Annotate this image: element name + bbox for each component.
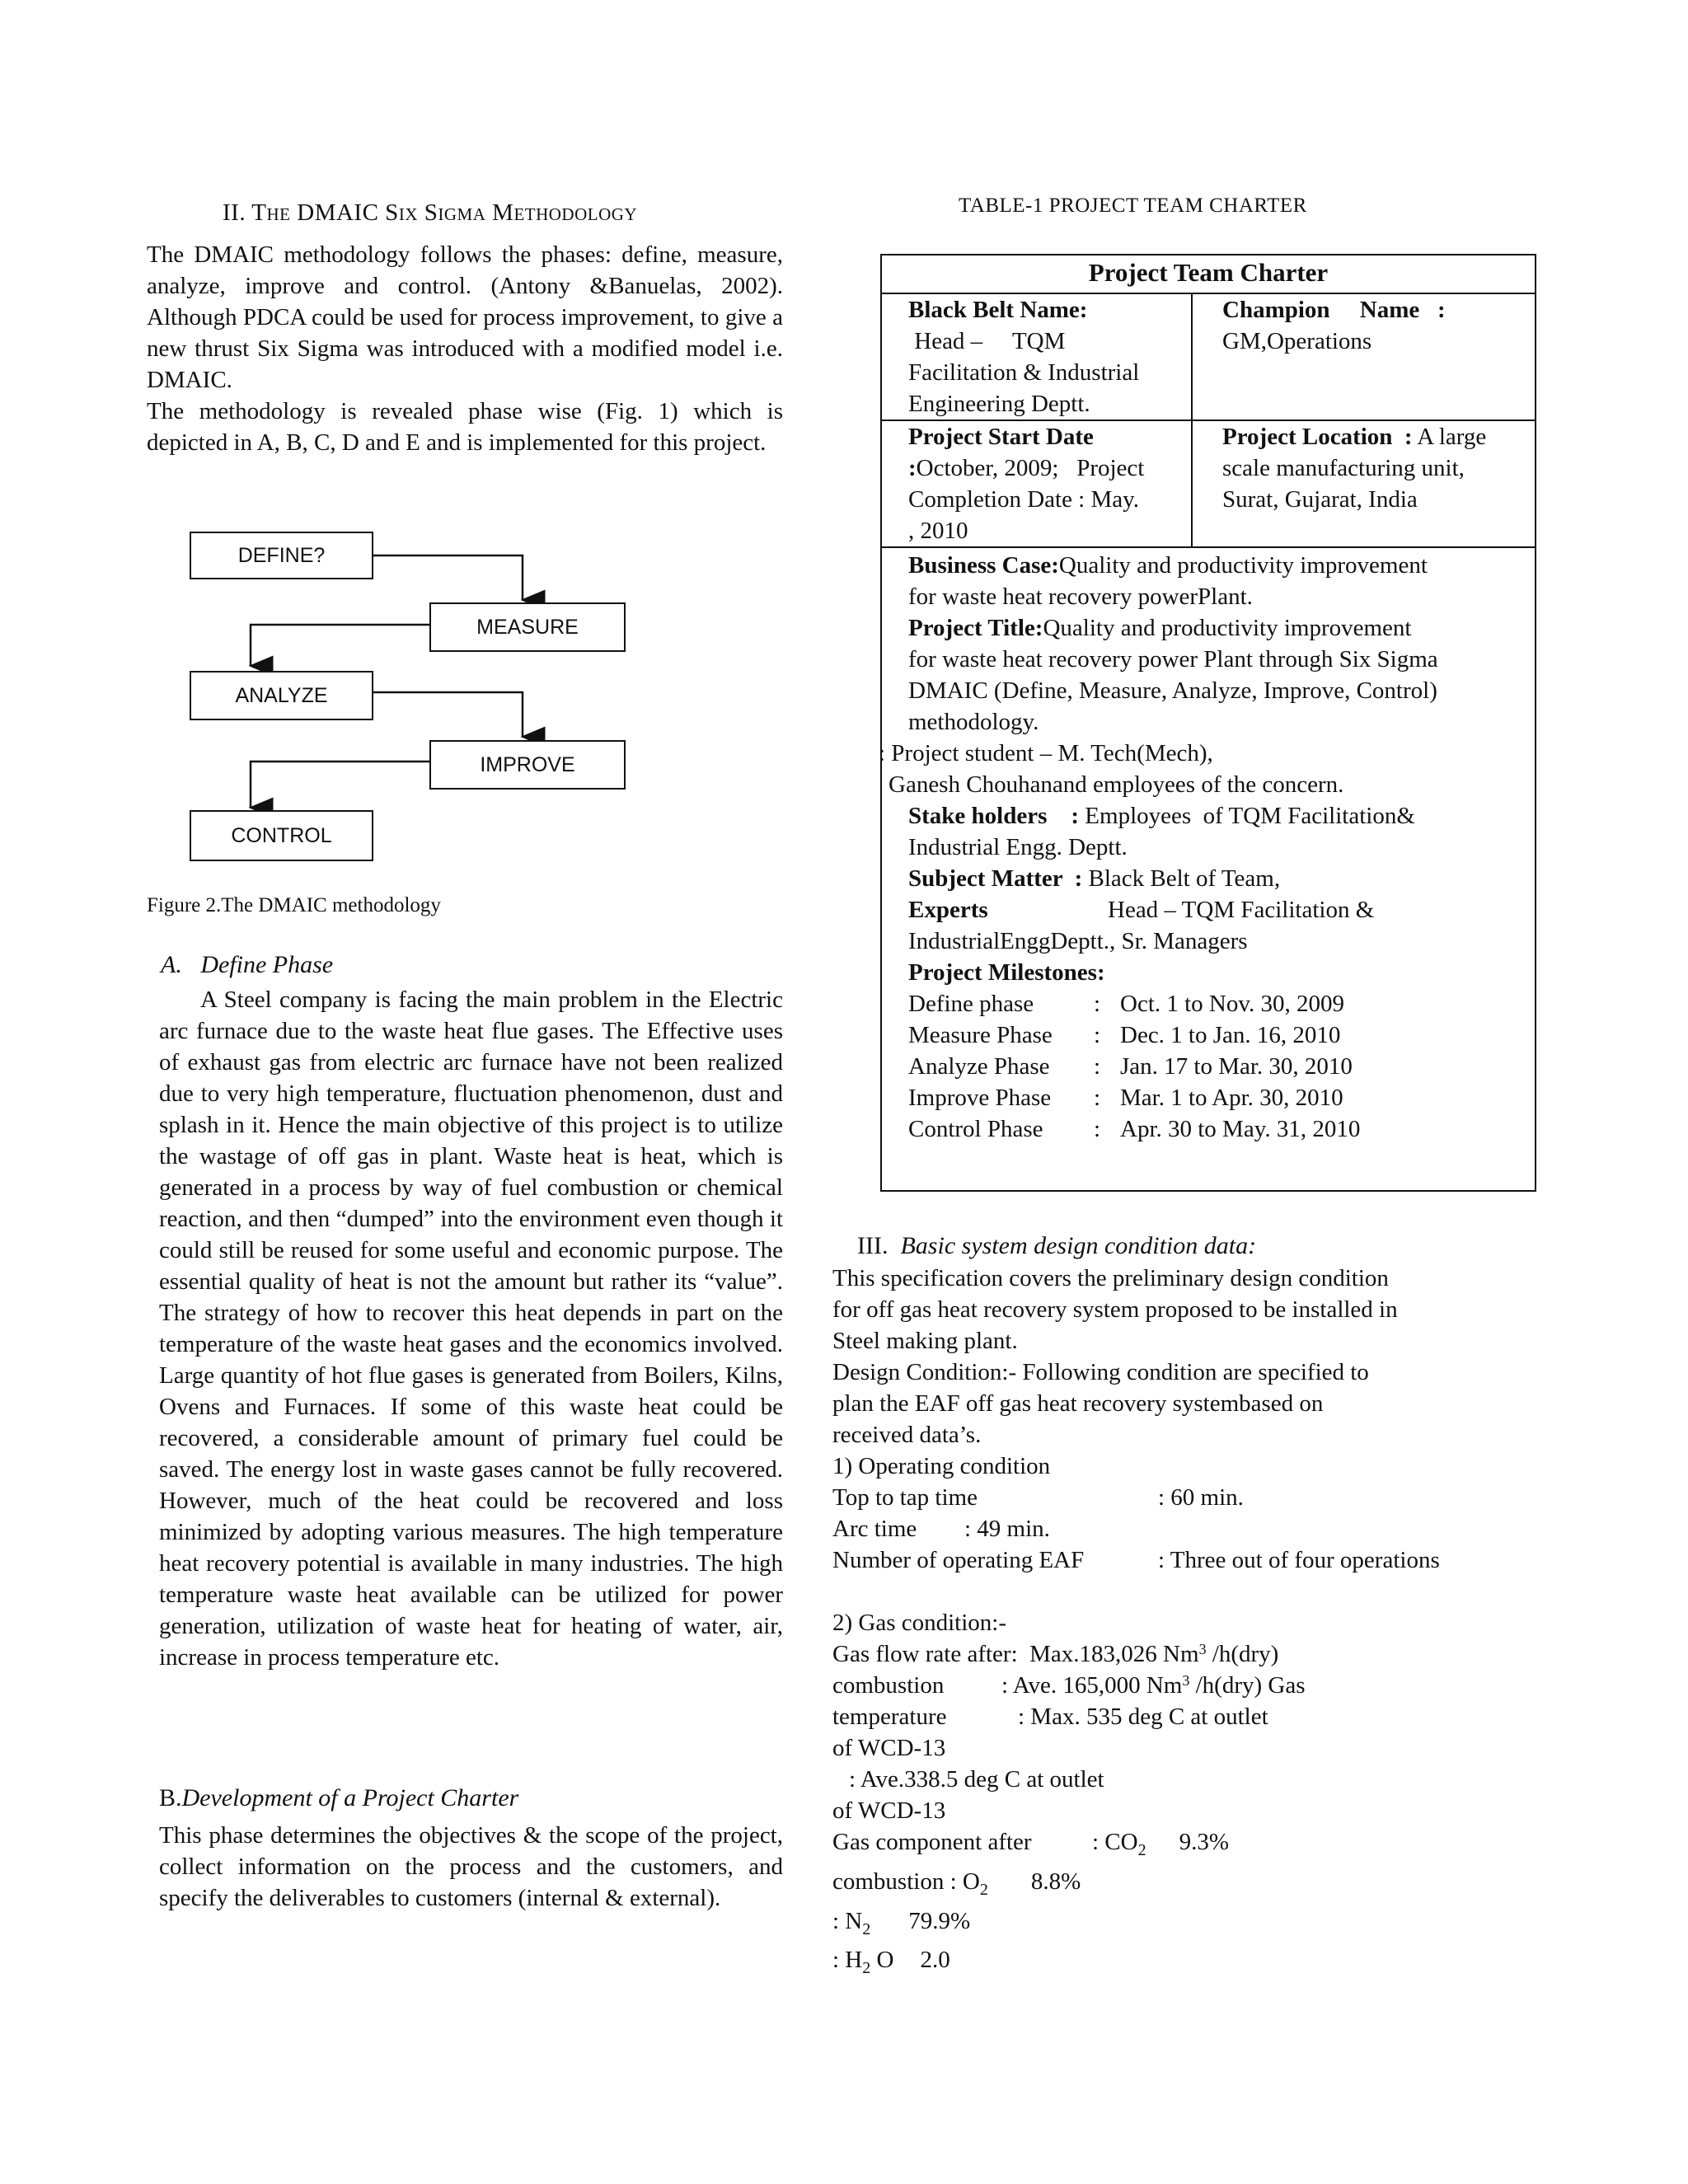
- flow-row: Gas flow rate after: Max.183,026 Nm$^3$ /h(dry): [832, 1641, 1279, 1667]
- eaf-row: Number of operating EAF : Three out of four operations: [832, 1547, 1440, 1573]
- subsection-a-heading: A. Define Phase: [161, 951, 334, 978]
- flow-box-measure: MEASURE: [429, 602, 626, 652]
- column-divider: [1191, 293, 1193, 546]
- co2-row: Gas component after : $CO_2$ 9.3%: [832, 1829, 1230, 1859]
- charter-details: Business Case:Quality and productivity improvement for waste heat recovery powerPlant. Project Title:Quality and productivity improvement for waste heat recovery power Plant through Six Sigma DMAIC (Define, Measure, Analyze, Improve, Control) methodology. : Project student – M. Tech(Mech), Ganesh Chouhanand employees of the concern. Stake holders : Employees of TQM Facilitation& Industrial Engg. Deptt. Subject Matter : Black Belt of Team, Experts Head – TQM Facilitation & IndustrialEnggDeptt., Sr. Managers Project Milestones: Define phase : Oct. 1 to Nov. 30, 2009 Measure Phase : Dec. 1 to Jan. 16, 2010 Analyze Phase : Jan. 17 to Mar. 30, 2010 Improve Phase : Mar. 1 to Apr. 30, 2010 Control Phase : Apr. 30 to May. 31, 2010: [908, 550, 1535, 1145]
- table-header: Project Team Charter: [1088, 258, 1329, 287]
- intro-paragraph: The DMAIC methodology follows the phases: define, measure, analyze, improve and control. (Antony &Banuelas, 2002). Although PDCA could be used for process improvement, to give a new thrust Six Sigma was introduced with a modified model i.e. DMAIC. The methodology is revealed phase wise (Fig. 1) which is depicted in A, B, C, D and E and is implemented for this project.: [147, 241, 783, 456]
- arrow-improve-control: [251, 762, 429, 808]
- arc-row: Arc time : 49 min.: [832, 1516, 1050, 1542]
- flow-box-improve: IMPROVE: [429, 740, 626, 790]
- tap-row: Top to tap time : 60 min.: [832, 1484, 1244, 1511]
- row-divider: [882, 546, 1535, 548]
- combustion-row: combustion : Ave. 165,000 Nm$^3$ /h(dry) Gas: [832, 1672, 1306, 1699]
- table-caption: TABLE-1 PROJECT TEAM CHARTER: [959, 194, 1307, 217]
- project-start-cell: Project Start Date :October, 2009; Project Completion Date : May. , 2010: [908, 424, 1145, 544]
- black-belt-cell: Black Belt Name: Head – TQM Facilitation & Industrial Engineering Deptt.: [908, 297, 1140, 417]
- flow-box-control: CONTROL: [190, 810, 373, 861]
- project-location-cell: Project Location : A large scale manufacturing unit, Surat, Gujarat, India: [1222, 424, 1487, 513]
- flow-box-define: DEFINE?: [190, 532, 373, 579]
- temperature-row: temperature : Max. 535 deg C at outlet: [832, 1704, 1268, 1730]
- define-phase-paragraph: A Steel company is facing the main problem in the Electric arc furnace due to the waste heat flue gases. The Effective uses of exhaust gas from electric arc furnace have not been realized due to very high temperature, fluctuation phenomenon, dust and splash in it. Hence the main objective of this project is to utilize the wastage of off gas in plant. Waste heat is heat, which is generated in a process by way of fuel combustion or chemical reaction, and then “dumped” into the environment even though it could still be reused for some useful and economic purpose. The essential quality of heat is not the amount but rather its “value”. The strategy of how to recover this heat depends in part on the temperature of the waste heat gases and the economics involved. Large quantity of hot flue gases is generated from Boilers, Kilns, Ovens and Furnaces. If some of this waste heat could be recovered, a considerable amount of primary fuel could be saved. The energy lost in waste gases cannot be fully recovered. However, much of the heat could be recovered and loss minimized by adopting various measures. The high temperature heat recovery potential is available in many industries. The high temperature waste heat available can be utilized for power generation, utilization of waste heat for heating of water, air, increase in process temperature etc.: [159, 987, 783, 1671]
- subsection-b-heading: B.Development of a Project Charter: [159, 1784, 519, 1811]
- arrow-analyze-improve: [373, 692, 523, 737]
- design-condition-text: This specification covers the preliminary design condition for off gas heat recovery system proposed to be installed in Steel making plant. Design Condition:- Following condition are specified to plan the EAF off gas heat recovery systembased on received data’s. 1) Operating condition Top to tap time : 60 min. Arc time : 49 min. Number of operating EAF : Three out of four operations 2) Gas condition:- Gas flow rate after: Max.183,026 Nm$^3$ /h(dry) combustion : Ave. 165,000 Nm$^3$ /h(dry) Gas temperature : Max. 535 deg C at outlet of WCD-13 : Ave.338.5 deg C at outlet of WCD-13 Gas component after : $CO_2$ 9.3% combustion : $O_2$ 8.8% : $N_2$ 79.9% : $H_2$ O 2.0: [832, 1263, 1541, 1984]
- milestone-row: Improve Phase : Mar. 1 to Apr. 30, 2010: [908, 1085, 1343, 1111]
- section-2-heading: II. THE DMAIC SIX SIGMA METHODOLOGY: [223, 199, 638, 226]
- section-3-heading: III. Basic system design condition data:: [857, 1232, 1257, 1259]
- charter-paragraph: This phase determines the objectives & the scope of the project, collect information on the process and the customers, and specify the deliverables to customers (internal & external).: [159, 1822, 783, 1911]
- project-team-charter-table: [880, 254, 1536, 1192]
- milestone-row: Define phase : Oct. 1 to Nov. 30, 2009: [908, 991, 1344, 1017]
- o2-row: combustion : $O_2$ 8.8%: [832, 1868, 1081, 1899]
- figure-caption: Figure 2.The DMAIC methodology: [147, 894, 441, 916]
- milestone-row: Control Phase : Apr. 30 to May. 31, 2010: [908, 1116, 1361, 1142]
- n2-row: : $N_2$ 79.9%: [832, 1907, 971, 1938]
- milestone-row: Measure Phase : Dec. 1 to Jan. 16, 2010: [908, 1022, 1341, 1048]
- champion-cell: Champion Name : GM,Operations: [1222, 297, 1446, 354]
- milestone-row: Analyze Phase : Jan. 17 to Mar. 30, 2010: [908, 1053, 1353, 1080]
- arrow-measure-analyze: [251, 625, 429, 666]
- h2o-row: : $H_2$ O 2.0: [832, 1947, 950, 1978]
- arrow-define-measure: [373, 555, 523, 600]
- flow-box-analyze: ANALYZE: [190, 671, 373, 720]
